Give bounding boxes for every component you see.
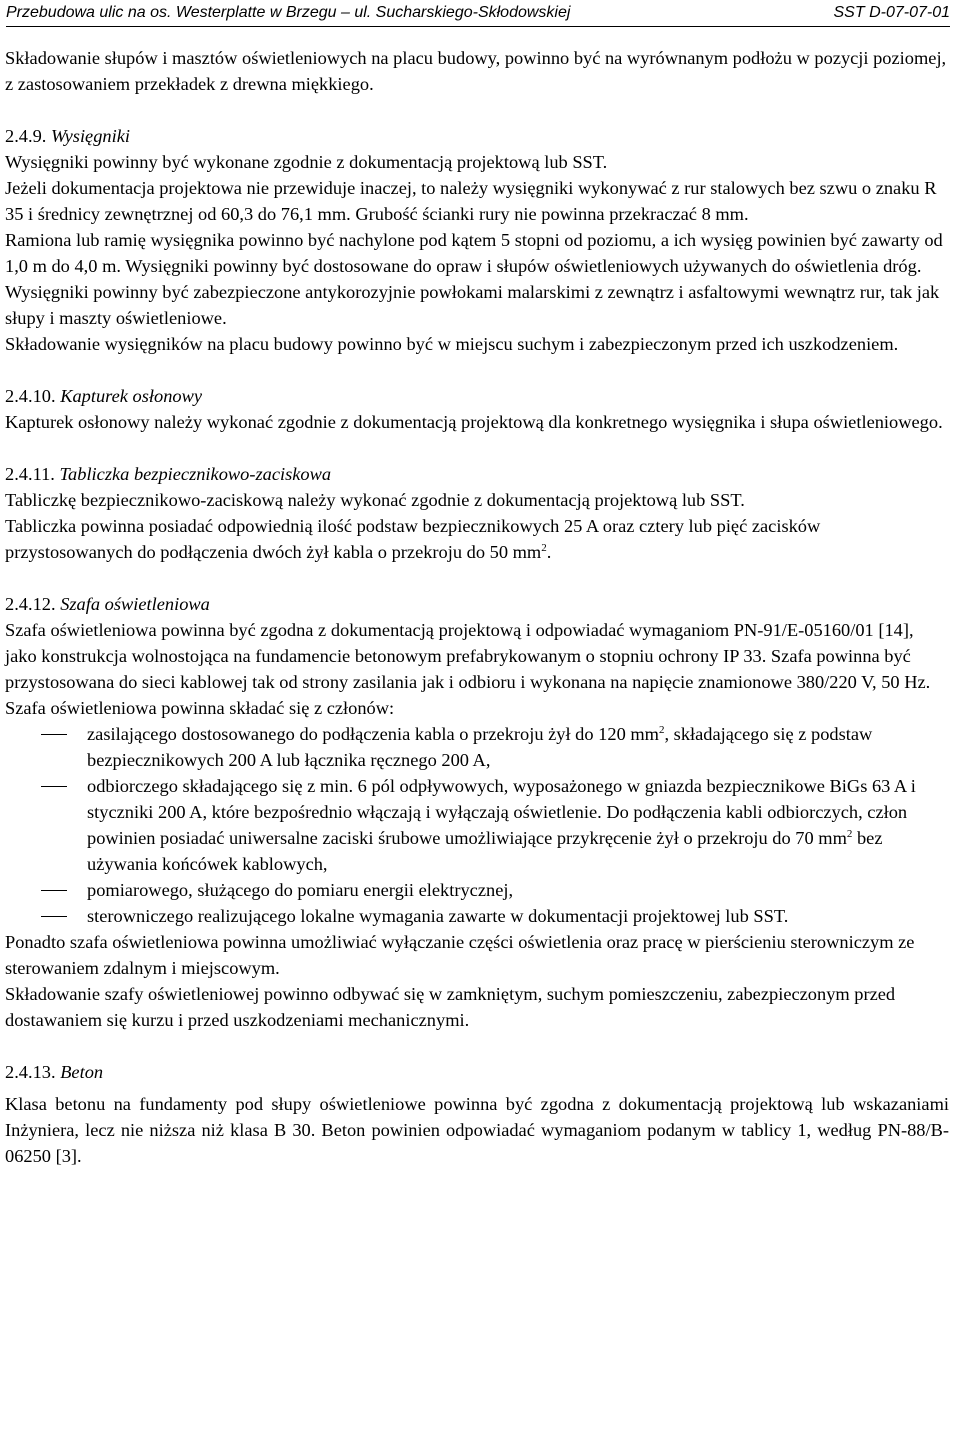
superscript: 2: [846, 828, 853, 840]
section-number: 2.4.10.: [5, 386, 56, 406]
section-heading: [5, 591, 949, 617]
paragraph: Tabliczkę bezpiecznikowo-zaciskową należy wykonać zgodnie z dokumentacją projektową lub SST.: [5, 490, 745, 510]
header-spec-code: SST D-07-07-01: [833, 4, 950, 21]
paragraph: Ramiona lub ramię wysięgnika powinno być nachylone pod kątem 5 stopni od poziomu, a ich wysięg powinien być zawarty od 1,0 m do 4,0 m. Wysięgniki powinny być dostosowane do opraw i słupów oświetleniowych używanych do oświetlenia dróg.: [5, 230, 943, 276]
paragraph: Szafa oświetleniowa powinna składać się z członów:: [5, 698, 395, 718]
list-item: pomiarowego, służącego do pomiaru energii elektrycznej,: [5, 877, 949, 903]
section-title: Kapturek osłonowy: [60, 386, 203, 406]
paragraph: Klasa betonu na fundamenty pod słupy oświetleniowe powinna być zgodna z dokumentacją projektową lub wskazaniami Inżyniera, lecz nie niższa niż klasa B 30. Beton powinien odpowiadać wymaganiom podanym w tablicy 1, według PN-88/B-06250 [3].: [5, 1094, 949, 1166]
paragraph: Składowanie szafy oświetleniowej powinno odbywać się w zamkniętym, suchym pomieszczeniu, zabezpieczonym przed dostawaniem się kurzu i przed uszkodzeniami mechanicznymi.: [5, 984, 896, 1030]
section-2-4-13: [5, 1059, 949, 1169]
paragraph: Wysięgniki powinny być zabezpieczone antykorozyjnie powłokami malarskimi z zewnątrz i asfaltowymi wewnątrz rur, tak jak słupy i maszty oświetleniowe.: [5, 282, 940, 328]
intro-paragraph: Składowanie słupów i masztów oświetleniowych na placu budowy, powinno być na wyrównanym podłożu w pozycji poziomej, z zastosowaniem przekładek z drewna miękkiego.: [5, 48, 947, 94]
list-item: odbiorczego składającego się z min. 6 pól odpływowych, wyposażonego w gniazda bezpiecznikowe BiGs 63 A i styczniki 200 A, które bezpośrednio włączają i wyłączają oświetlenie. Do podłączenia kabli odbiorczych, człon powinien posiadać uniwersalne zaciski śrubowe umożliwiające przykręcenie żył o przekroju do 70 $mm^2$ bez używania końcówek kablowych,: [5, 773, 949, 877]
section-number: 2.4.13.: [5, 1062, 56, 1082]
superscript: 2: [658, 724, 665, 736]
section-2-4-9: [5, 123, 949, 357]
paragraph: Kapturek osłonowy należy wykonać zgodnie z dokumentacją projektową dla konkretnego wysięgnika i słupa oświetleniowego.: [5, 412, 943, 432]
section-number: 2.4.11.: [5, 464, 55, 484]
paragraph: Jeżeli dokumentacja projektowa nie przewiduje inaczej, to należy wysięgniki wykonywać z rur stalowych bez szwu o znaku R 35 i średnicy zewnętrznej od 60,3 do 76,1 mm. Grubość ścianki rury nie powinna przekraczać 8 mm.: [5, 178, 937, 224]
page-header: [6, 2, 950, 27]
paragraph: Ponadto szafa oświetleniowa powinna umożliwiać wyłączanie części oświetlenia oraz pracę w pierścieniu sterowniczym ze sterowaniem zdalnym i miejscowym.: [5, 932, 915, 978]
section-title: Beton: [60, 1062, 104, 1082]
dash-bullet-icon: [41, 916, 67, 917]
paragraph: Szafa oświetleniowa powinna być zgodna z dokumentacją projektową i odpowiadać wymaganiom PN-91/E-05160/01 [14], jako konstrukcja wolnostojąca na fundamencie betonowym prefabrykowanym o stopniu ochrony IP 33. Szafa powinna być przystosowana do sieci kablowej tak od strony zasilania jak i odbioru i wykonana na napięcie znamionowe 380/220 V, 50 Hz.: [5, 620, 931, 692]
section-heading: [5, 1059, 949, 1085]
section-title: Wysięgniki: [51, 126, 130, 146]
section-title: Tabliczka bezpiecznikowo-zaciskowa: [59, 464, 332, 484]
section-title: Szafa oświetleniowa: [60, 594, 210, 614]
section-heading: [5, 383, 949, 409]
document-body: [5, 45, 949, 1169]
paragraph: Wysięgniki powinny być wykonane zgodnie z dokumentacją projektową lub SST.: [5, 152, 608, 172]
section-heading: [5, 461, 949, 487]
dash-bullet-icon: [41, 890, 67, 891]
superscript: 2: [541, 542, 547, 554]
section-number: 2.4.9.: [5, 126, 47, 146]
section-2-4-10: [5, 383, 949, 435]
component-list: [5, 721, 949, 929]
section-2-4-12: [5, 591, 949, 1033]
paragraph: Składowanie wysięgników na placu budowy powinno być w miejscu suchym i zabezpieczonym przed ich uszkodzeniem.: [5, 334, 899, 354]
list-item: sterowniczego realizującego lokalne wymagania zawarte w dokumentacji projektowej lub SST.: [5, 903, 949, 929]
section-heading: [5, 123, 949, 149]
list-item: zasilającego dostosowanego do podłączenia kabla o przekroju żył do 120 $mm^2$, składającego się z podstaw bezpiecznikowych 200 A lub łącznika ręcznego 200 A,: [5, 721, 949, 773]
dash-bullet-icon: [41, 786, 67, 787]
paragraph: Tabliczka powinna posiadać odpowiednią ilość podstaw bezpiecznikowych 25 A oraz cztery lub pięć zacisków przystosowanych do podłączenia dwóch żył kabla o przekroju do 50 $mm^2$.: [5, 516, 821, 562]
header-document-title: Przebudowa ulic na os. Westerplatte w Brzegu – ul. Sucharskiego-Skłodowskiej: [6, 4, 571, 21]
section-2-4-11: [5, 461, 949, 565]
section-number: 2.4.12.: [5, 594, 56, 614]
dash-bullet-icon: [41, 734, 67, 735]
